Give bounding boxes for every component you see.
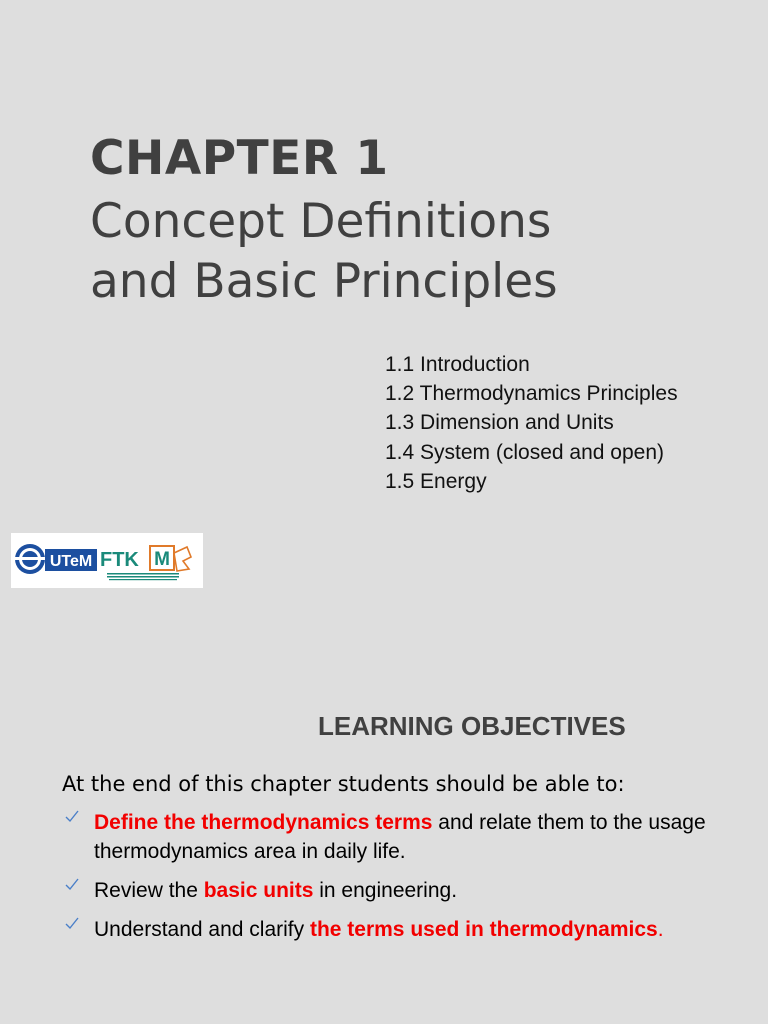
chapter-subtitle-line-1: Concept Definitions (90, 194, 552, 249)
toc-item: 1.2 Thermodynamics Principles (385, 382, 678, 406)
objective-text: in engineering. (313, 879, 458, 902)
objective-emphasis: the terms used in thermodynamics (309, 918, 658, 941)
objective-text: and relate them to the usage thermodynamics area in daily life. (94, 811, 706, 863)
objective-item (62, 808, 722, 866)
table-of-contents (385, 350, 678, 496)
objectives-list (62, 808, 722, 954)
objective-text: Review the (94, 879, 204, 902)
svg-text:UTeM: UTeM (49, 553, 93, 570)
objectives-heading: LEARNING OBJECTIVES (318, 711, 626, 741)
objective-item (62, 915, 722, 944)
objective-emphasis: basic units (203, 879, 314, 902)
checkmark-icon (65, 808, 79, 826)
objectives-intro: At the end of this chapter students should be able to: (62, 772, 625, 796)
objective-item (62, 876, 722, 905)
checkmark-icon (65, 876, 79, 894)
toc-item: 1.4 System (closed and open) (385, 440, 664, 464)
svg-text:FTK: FTK (100, 549, 139, 571)
objective-text: Understand and clarify (94, 918, 310, 941)
objective-text: . (657, 918, 664, 941)
svg-text:M: M (154, 549, 170, 570)
toc-item: 1.1 Introduction (385, 353, 530, 376)
toc-item: 1.5 Energy (385, 469, 487, 493)
chapter-subtitle-line-2: and Basic Principles (90, 254, 558, 309)
learning-objectives-slide (0, 512, 768, 1024)
chapter-label: CHAPTER 1 (90, 131, 389, 186)
checkmark-icon (65, 915, 79, 933)
toc-item: 1.3 Dimension and Units (385, 411, 614, 435)
chapter-subtitle (90, 192, 730, 312)
objective-emphasis: Define the thermodynamics terms (94, 811, 433, 834)
